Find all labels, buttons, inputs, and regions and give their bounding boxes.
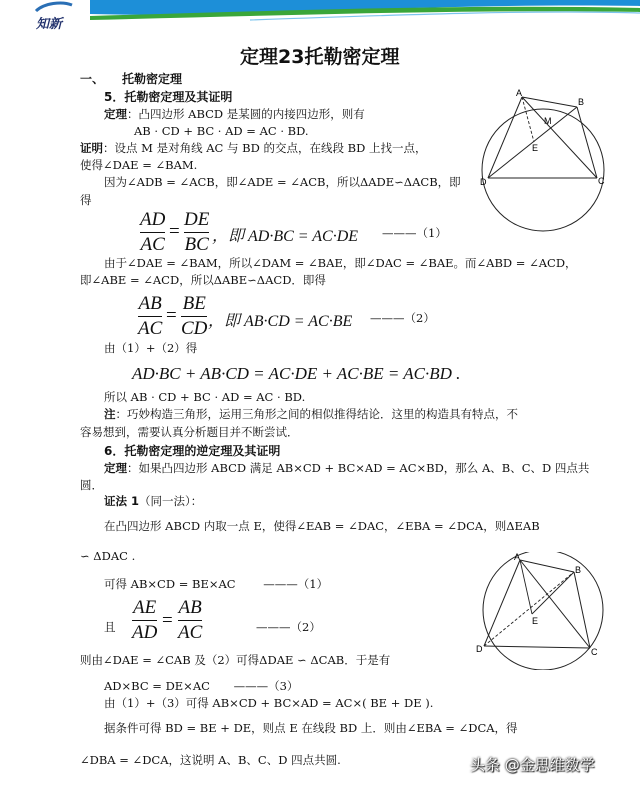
equation-2-tag: ———（2） [370,311,435,325]
denominator: AC [138,317,163,339]
subsection-title: 6．托勒密定理的逆定理及其证明 [104,444,281,458]
page-title: 定理23托勒密定理 [240,46,400,68]
logo [34,1,74,32]
proof-line: 在凸四边形 ABCD 内取一点 E，使得∠EAB = ∠DAC，∠EBA = ∠DCA，则ΔEAB [104,519,540,533]
theorem-text: ：如果凸四边形 ABCD 满足 AB×CD + BC×AD = AC×BD，那么 A、B、C、D 四点共 [127,461,590,475]
point-label-d: D [480,177,487,187]
equals-sign: = [166,305,177,326]
proof-line [80,143,426,155]
point-label-c: C [598,176,605,186]
and-word: 且 [104,620,116,634]
side-bc [574,572,590,648]
proof-line [104,681,298,693]
fraction-ab-ac [138,294,162,339]
circumcircle [482,109,604,231]
segment-be [532,572,574,614]
proof-line: 得 [80,193,92,207]
figure-2 [472,552,618,670]
note-line: 容易想到，需要认真分析题目并不断尝试． [80,425,299,439]
point-label-a: A [516,88,523,98]
denominator: AD [132,621,158,643]
fraction-de-bc [184,210,209,255]
numerator: DE [184,209,210,230]
numerator: AB [178,597,202,618]
proof-line: 据条件可得 BD = BE + DE，则点 E 在线段 BD 上．则由∠EBA = ∠DCA，得 [104,721,518,735]
equation-4-tag: ———（2） [256,620,321,634]
proof-line: ∽ ΔDAC . [80,549,136,563]
section-number: 一、 [80,72,105,86]
proof-line: 则由∠DAE = ∠CAB 及（2）可得ΔDAE ∽ ΔCAB．于是有 [80,653,391,667]
theorem-text: ：凸四边形 ABCD 是某圆的内接四边形，则有 [127,107,365,121]
numerator: AE [133,597,157,618]
proof-text: ：设点 M 是对角线 AC 与 BD 的交点，在线段 BD 上找一点， [103,141,427,155]
proof-line: 由（1）+（3）可得 AB×CD + BC×AD = AC×( BE + DE ). [104,696,434,710]
proof-label-tail: （同一法）： [139,494,203,508]
equation-tag: ———（3） [233,679,299,693]
numerator: AB [138,293,162,314]
proof-text: 可得 AB×CD = BE×AC [104,577,236,591]
proof-line: ∠DBA = ∠DCA，这说明 A、B、C、D 四点共圆. [80,753,341,767]
denominator: AC [178,621,203,643]
proof-heading [104,496,202,508]
subsection-title: 5．托勒密定理及其证明 [104,90,233,104]
proof-line: 即∠ABE = ∠ACD，所以ΔABE∽ΔACD．即得 [80,273,326,287]
logo-text: 知新 [36,17,63,32]
numerator: BE [182,293,206,314]
theorem-line [104,109,365,121]
theorem-line: 圆． [80,478,103,492]
fraction-ad-ac [140,210,165,255]
fraction-be-cd [181,294,207,339]
proof-text: AD×BC = DE×AC [104,679,210,693]
theorem-label: 定理 [104,461,127,475]
watermark: 头条 @金思维数学 [470,756,595,774]
proof-label: 证明 [80,141,103,155]
theorem-formula: AB · CD + BC · AD = AC · BD. [134,124,309,138]
point-label-b: B [578,97,585,107]
fraction-ae-ad [132,598,157,643]
denominator: BC [184,233,209,255]
equation-tag: ———（1） [263,577,329,591]
point-label-a: A [514,552,521,562]
equation-1-tag: ———（1） [382,226,447,240]
header-banner [0,0,640,34]
equals-sign: = [169,221,180,242]
segment-de-dashed [484,572,574,646]
point-label-m: M [544,116,552,126]
theorem-line [104,463,589,475]
circumcircle [483,552,603,670]
point-label-e: E [532,616,539,626]
point-label-b: B [575,565,582,575]
proof-line: 因为∠ADB = ∠ACB，即∠ADE = ∠ACB，所以ΔADE∽ΔACB，即 [104,175,461,189]
equation-3: AD·BC + AB·CD = AC·DE + AC·BE = AC·BD . [132,364,461,383]
point-label-e: E [532,143,539,153]
note-text: ：巧妙构造三角形，运用三角形之间的相似推得结论．这里的构造具有特点，不 [115,407,518,421]
proof-line: 由（1）+（2）得 [104,341,198,355]
side-cd [484,646,590,648]
numerator: AD [140,209,166,230]
equals-sign: = [162,610,173,631]
fraction-ab-ac-2 [178,598,202,643]
proof-label: 证法 1 [104,494,140,508]
figure-1 [476,88,618,238]
proof-line [104,579,328,591]
equation-2-tail: ，即 AB·CD = AC·BE [208,313,353,330]
proof-line: 所以 AB · CD + BC · AD = AC · BD. [104,390,306,404]
side-da [488,97,522,178]
proof-line: 由于∠DAE = ∠BAM，所以∠DAM = ∠BAE，即∠DAC = ∠BAE。而∠ABD = ∠ACD， [104,256,577,270]
note-label: 注 [104,407,116,421]
section-title: 托勒密定理 [122,72,183,86]
denominator: CD [181,317,208,339]
equation-1-tail: ，即 AD·BC = AC·DE [212,228,359,245]
point-label-d: D [476,644,483,654]
note-line [104,409,518,421]
side-da [484,560,520,646]
theorem-label: 定理 [104,107,127,121]
point-label-c: C [591,647,598,657]
proof-line: 使得∠DAE = ∠BAM. [80,158,198,172]
denominator: AC [140,233,165,255]
